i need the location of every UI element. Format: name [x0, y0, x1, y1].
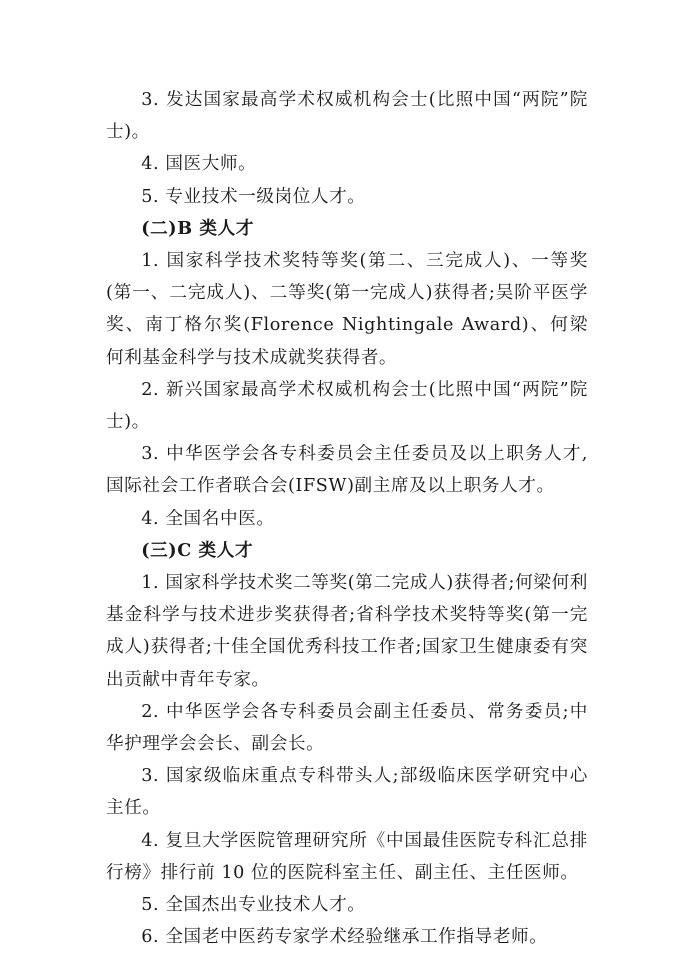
- paragraph-c4: 4. 复旦大学医院管理研究所《中国最佳医院专科汇总排行榜》排行前 10 位的医院科室主任、副主任、主任医师。: [106, 830, 588, 883]
- paragraph-c2: 2. 中华医学会各专科委员会副主任委员、常务委员;中华护理学会会长、副会长。: [106, 701, 588, 755]
- paragraph-b1: 1. 国家科学技术奖特等奖(第二、三完成人)、一等奖(第一、二完成人)、二等奖(第一完成人)获得者;吴阶平医学奖、南丁格尔奖(Florence Nightingale Award)、何梁何利基金科学与技术成就奖获得者。: [106, 251, 588, 368]
- paragraph-b3: 3. 中华医学会各专科委员会主任委员及以上职务人才,国际社会工作者联合会(IFSW)副主席及以上职务人才。: [106, 444, 588, 497]
- paragraph-c1: 1. 国家科学技术奖二等奖(第二完成人)获得者;何梁何利基金科学与技术进步奖获得者;省科学技术奖特等奖(第一完成人)获得者;十佳全国优秀科技工作者;国家卫生健康委有突出贡献中青年专家。: [106, 573, 588, 690]
- paragraph-c6: 6. 全国老中医药专家学术经验继承工作指导老师。: [141, 927, 548, 948]
- paragraph-b2: 2. 新兴国家最高学术权威机构会士(比照中国“两院”院士)。: [106, 379, 588, 433]
- paragraph-c3: 3. 国家级临床重点专科带头人;部级临床医学研究中心主任。: [106, 766, 588, 819]
- document-page: [106, 84, 588, 953]
- paragraph-c5: 5. 全国杰出专业技术人才。: [141, 895, 366, 916]
- paragraph-b4: 4. 全国名中医。: [141, 508, 275, 529]
- paragraph-a4: 4. 国医大师。: [141, 154, 257, 175]
- paragraph-a5: 5. 专业技术一级岗位人才。: [141, 186, 366, 207]
- paragraph-a3: 3. 发达国家最高学术权威机构会士(比照中国“两院”院士)。: [106, 90, 588, 143]
- section-heading-b: (二)B 类人才: [141, 217, 255, 239]
- section-heading-c: (三)C 类人才: [141, 539, 254, 561]
